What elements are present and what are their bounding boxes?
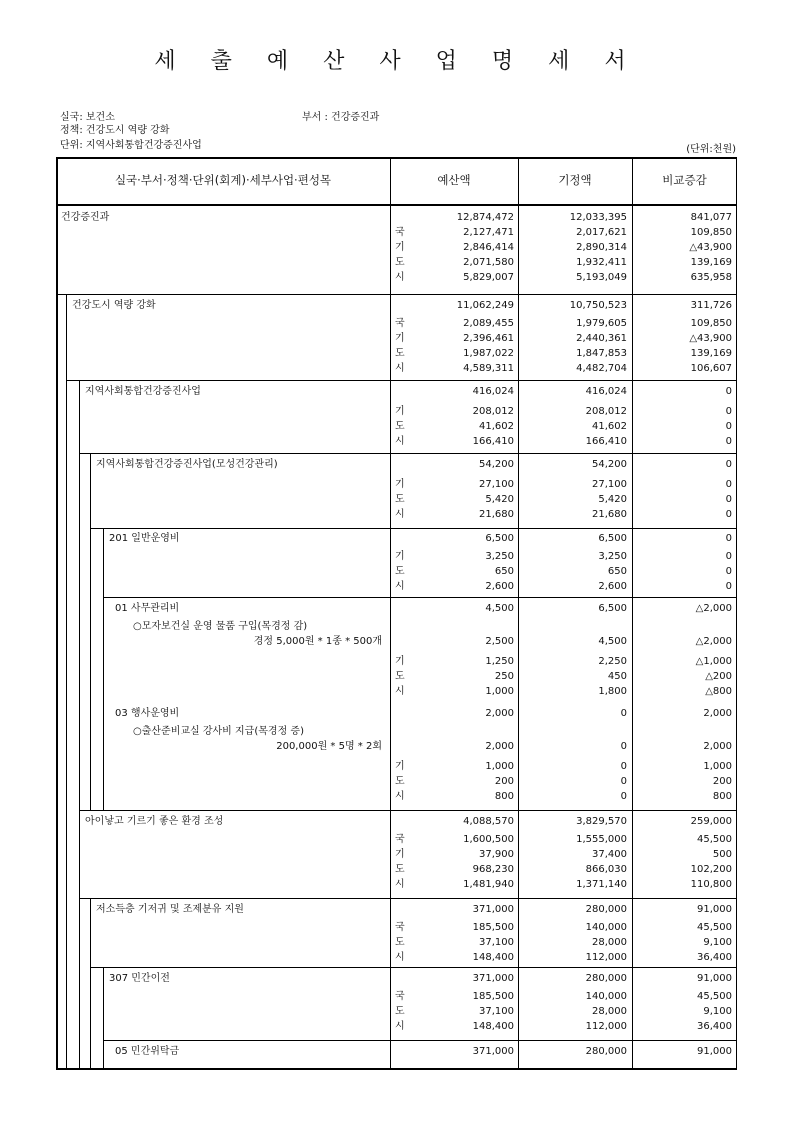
indent-line-project [90, 453, 91, 810]
difference-value: 841,077 [690, 212, 732, 223]
previous-value: 2,440,361 [576, 333, 627, 344]
previous-value: 4,482,704 [576, 363, 627, 374]
budget-value: 4,088,570 [463, 816, 514, 827]
budget-value: 4,500 [485, 603, 514, 614]
budget-value: 37,100 [479, 1006, 514, 1017]
header-name-column: 실국·부서·정책·단위(회계)·세부사업·편성목 [114, 173, 332, 187]
budget-value: 5,420 [485, 494, 514, 505]
row-separator [79, 453, 737, 454]
difference-value: 0 [725, 406, 732, 417]
budget-value: 371,000 [472, 973, 514, 984]
fund-source-label: 국 [395, 922, 405, 933]
budget-value: 185,500 [472, 991, 514, 1002]
budget-value: 11,062,249 [456, 300, 514, 311]
difference-value: 45,500 [697, 922, 732, 933]
previous-value: 54,200 [592, 459, 627, 470]
budget-value: 2,071,580 [463, 257, 514, 268]
fund-source-label: 시 [395, 952, 405, 963]
row-separator [66, 380, 737, 381]
previous-value: 0 [620, 741, 627, 752]
row-separator [79, 810, 737, 811]
previous-value: 5,420 [598, 494, 627, 505]
row-name: 지역사회통합건강증진사업 [85, 386, 201, 397]
previous-value: 416,024 [585, 386, 627, 397]
difference-value: 311,726 [690, 300, 732, 311]
row-separator [90, 967, 737, 968]
budget-value: 1,250 [485, 656, 514, 667]
fund-source-label: 시 [395, 791, 405, 802]
fund-source-label: 도 [395, 348, 405, 359]
budget-value: 2,000 [485, 708, 514, 719]
difference-value: 91,000 [697, 973, 732, 984]
previous-value: 1,800 [598, 686, 627, 697]
difference-value: △800 [705, 686, 732, 697]
fund-source-label: 시 [395, 581, 405, 592]
previous-value: 3,829,570 [576, 816, 627, 827]
fund-source-label: 시 [395, 272, 405, 283]
row-name: 05 민간위탁금 [115, 1046, 180, 1057]
row-separator [103, 597, 737, 598]
row-name: 01 사무관리비 [115, 603, 180, 614]
difference-value: 9,100 [703, 937, 732, 948]
header-divider [56, 204, 737, 206]
previous-value: 650 [607, 566, 627, 577]
fund-source-label: 시 [395, 363, 405, 374]
previous-value: 2,890,314 [576, 242, 627, 253]
budget-value: 166,410 [472, 436, 514, 447]
fund-source-label: 도 [395, 257, 405, 268]
fund-source-label: 국 [395, 227, 405, 238]
budget-value: 800 [494, 791, 514, 802]
row-name: 201 일반운영비 [109, 533, 180, 544]
previous-value: 6,500 [598, 603, 627, 614]
previous-value: 4,500 [598, 636, 627, 647]
budget-value: 2,600 [485, 581, 514, 592]
fund-source-label: 도 [395, 864, 405, 875]
row-name: 307 민간이전 [109, 973, 170, 984]
fund-source-label: 기 [395, 242, 405, 253]
fund-source-label: 기 [395, 551, 405, 562]
difference-value: △2,000 [695, 603, 732, 614]
row-note: 경정 5,000원 * 1종 * 500개 [253, 636, 382, 647]
unit-label: 단위: 지역사회통합건강증진사업 [60, 140, 202, 151]
row-name: 건강도시 역량 강화 [72, 300, 156, 311]
difference-value: 0 [725, 566, 732, 577]
previous-value: 2,250 [598, 656, 627, 667]
previous-value: 10,750,523 [569, 300, 627, 311]
previous-value: 0 [620, 791, 627, 802]
difference-value: 0 [725, 494, 732, 505]
previous-value: 0 [620, 776, 627, 787]
previous-value: 166,410 [585, 436, 627, 447]
budget-value: 1,000 [485, 761, 514, 772]
fund-source-label: 국 [395, 991, 405, 1002]
difference-value: 259,000 [690, 816, 732, 827]
fund-source-label: 기 [395, 333, 405, 344]
previous-value: 41,602 [592, 421, 627, 432]
budget-value: 1,600,500 [463, 834, 514, 845]
budget-value: 650 [494, 566, 514, 577]
row-name: ○출산준비교실 강사비 지급(목경정 증) [133, 726, 304, 737]
row-name: 아이낳고 기르기 좋은 환경 조성 [85, 816, 224, 827]
row-note: 200,000원 * 5명 * 2회 [276, 741, 382, 752]
office-label: 실국: 보건소 [60, 112, 115, 123]
difference-value: 500 [712, 849, 732, 860]
difference-value: 36,400 [697, 952, 732, 963]
difference-value: 109,850 [690, 227, 732, 238]
previous-value: 27,100 [592, 479, 627, 490]
budget-value: 37,100 [479, 937, 514, 948]
previous-value: 3,250 [598, 551, 627, 562]
difference-value: 635,958 [690, 272, 732, 283]
previous-value: 140,000 [585, 922, 627, 933]
difference-value: 0 [725, 551, 732, 562]
previous-value: 0 [620, 708, 627, 719]
budget-value: 968,230 [472, 864, 514, 875]
previous-value: 280,000 [585, 904, 627, 915]
fund-source-label: 시 [395, 686, 405, 697]
difference-value: 102,200 [690, 864, 732, 875]
fund-source-label: 시 [395, 509, 405, 520]
difference-value: 0 [725, 386, 732, 397]
fund-source-label: 도 [395, 494, 405, 505]
fund-source-label: 도 [395, 566, 405, 577]
previous-value: 1,979,605 [576, 318, 627, 329]
previous-value: 6,500 [598, 533, 627, 544]
fund-source-label: 도 [395, 1006, 405, 1017]
difference-value: 0 [725, 479, 732, 490]
budget-value: 200 [494, 776, 514, 787]
indent-line-category [103, 528, 104, 810]
previous-value: 280,000 [585, 1046, 627, 1057]
row-name: 저소득층 기저귀 및 조제분유 지원 [96, 904, 244, 915]
budget-value: 2,846,414 [463, 242, 514, 253]
fund-source-label: 국 [395, 834, 405, 845]
fund-source-label: 도 [395, 937, 405, 948]
difference-value: 45,500 [697, 834, 732, 845]
budget-value: 41,602 [479, 421, 514, 432]
difference-value: 0 [725, 581, 732, 592]
policy-label: 정책: 건강도시 역량 강화 [60, 125, 170, 136]
fund-source-label: 시 [395, 1021, 405, 1032]
difference-value: △1,000 [695, 656, 732, 667]
budget-value: 5,829,007 [463, 272, 514, 283]
difference-value: △43,900 [689, 242, 732, 253]
previous-value: 1,555,000 [576, 834, 627, 845]
budget-value: 2,000 [485, 741, 514, 752]
previous-value: 5,193,049 [576, 272, 627, 283]
previous-value: 21,680 [592, 509, 627, 520]
difference-value: 0 [725, 436, 732, 447]
row-name: ○모자보건실 운영 물품 구입(목경정 감) [133, 621, 308, 632]
fund-source-label: 시 [395, 436, 405, 447]
difference-value: 45,500 [697, 991, 732, 1002]
difference-value: 36,400 [697, 1021, 732, 1032]
difference-value: 200 [712, 776, 732, 787]
previous-value: 0 [620, 761, 627, 772]
fund-source-label: 시 [395, 879, 405, 890]
previous-value: 37,400 [592, 849, 627, 860]
previous-value: 280,000 [585, 973, 627, 984]
previous-value: 208,012 [585, 406, 627, 417]
difference-value: 0 [725, 533, 732, 544]
previous-value: 450 [607, 671, 627, 682]
difference-value: 0 [725, 459, 732, 470]
previous-value: 2,600 [598, 581, 627, 592]
row-separator [56, 294, 737, 295]
previous-value: 866,030 [585, 864, 627, 875]
previous-value: 112,000 [585, 952, 627, 963]
budget-value: 250 [494, 671, 514, 682]
fund-source-label: 기 [395, 656, 405, 667]
header-budget-column: 예산액 [437, 173, 471, 187]
previous-value: 112,000 [585, 1021, 627, 1032]
indent-line-category [103, 967, 104, 1070]
fund-source-label: 국 [395, 318, 405, 329]
budget-value: 2,127,471 [463, 227, 514, 238]
budget-value: 371,000 [472, 904, 514, 915]
budget-value: 2,089,455 [463, 318, 514, 329]
previous-value: 2,017,621 [576, 227, 627, 238]
difference-value: 106,607 [690, 363, 732, 374]
header-previous-column: 기정액 [558, 173, 592, 187]
row-name: 03 행사운영비 [115, 708, 180, 719]
difference-value: 139,169 [690, 257, 732, 268]
indent-line-policy [66, 294, 67, 1070]
difference-value: 0 [725, 421, 732, 432]
row-separator [79, 898, 737, 899]
difference-value: 91,000 [697, 904, 732, 915]
budget-value: 1,481,940 [463, 879, 514, 890]
indent-line-unit [79, 380, 80, 1070]
budget-value: 371,000 [472, 1046, 514, 1057]
row-name: 지역사회통합건강증진사업(모성건강관리) [96, 459, 278, 470]
fund-source-label: 기 [395, 849, 405, 860]
row-separator [103, 1040, 737, 1041]
budget-value: 208,012 [472, 406, 514, 417]
previous-value: 140,000 [585, 991, 627, 1002]
fund-source-label: 기 [395, 761, 405, 772]
difference-value: 2,000 [703, 741, 732, 752]
department-label: 부서 : 건강증진과 [302, 112, 380, 123]
header-difference-column: 비교증감 [662, 173, 707, 187]
difference-value: 2,000 [703, 708, 732, 719]
budget-value: 3,250 [485, 551, 514, 562]
fund-source-label: 도 [395, 421, 405, 432]
budget-value: 148,400 [472, 952, 514, 963]
difference-value: 9,100 [703, 1006, 732, 1017]
budget-value: 2,500 [485, 636, 514, 647]
budget-value: 4,589,311 [463, 363, 514, 374]
difference-value: 110,800 [690, 879, 732, 890]
budget-value: 148,400 [472, 1021, 514, 1032]
fund-source-label: 기 [395, 406, 405, 417]
budget-value: 2,396,461 [463, 333, 514, 344]
fund-source-label: 도 [395, 671, 405, 682]
budget-value: 6,500 [485, 533, 514, 544]
currency-unit-label: (단위:천원) [686, 144, 736, 155]
budget-value: 37,900 [479, 849, 514, 860]
difference-value: △2,000 [695, 636, 732, 647]
row-separator [90, 528, 737, 529]
difference-value: 91,000 [697, 1046, 732, 1057]
difference-value: △200 [705, 671, 732, 682]
budget-value: 27,100 [479, 479, 514, 490]
previous-value: 28,000 [592, 937, 627, 948]
budget-value: 1,000 [485, 686, 514, 697]
difference-value: 1,000 [703, 761, 732, 772]
difference-value: 0 [725, 509, 732, 520]
indent-line-project [90, 898, 91, 1070]
budget-value: 21,680 [479, 509, 514, 520]
difference-value: 800 [712, 791, 732, 802]
fund-source-label: 도 [395, 776, 405, 787]
budget-value: 12,874,472 [456, 212, 514, 223]
previous-value: 1,932,411 [576, 257, 627, 268]
fund-source-label: 기 [395, 479, 405, 490]
previous-value: 28,000 [592, 1006, 627, 1017]
budget-value: 54,200 [479, 459, 514, 470]
difference-value: 109,850 [690, 318, 732, 329]
row-name: 건강증진과 [61, 212, 110, 223]
difference-value: 139,169 [690, 348, 732, 359]
budget-value: 416,024 [472, 386, 514, 397]
previous-value: 1,847,853 [576, 348, 627, 359]
budget-value: 1,987,022 [463, 348, 514, 359]
page-title: 세 출 예 산 사 업 명 세 서 [154, 49, 640, 74]
previous-value: 12,033,395 [569, 212, 627, 223]
difference-value: △43,900 [689, 333, 732, 344]
budget-value: 185,500 [472, 922, 514, 933]
previous-value: 1,371,140 [576, 879, 627, 890]
